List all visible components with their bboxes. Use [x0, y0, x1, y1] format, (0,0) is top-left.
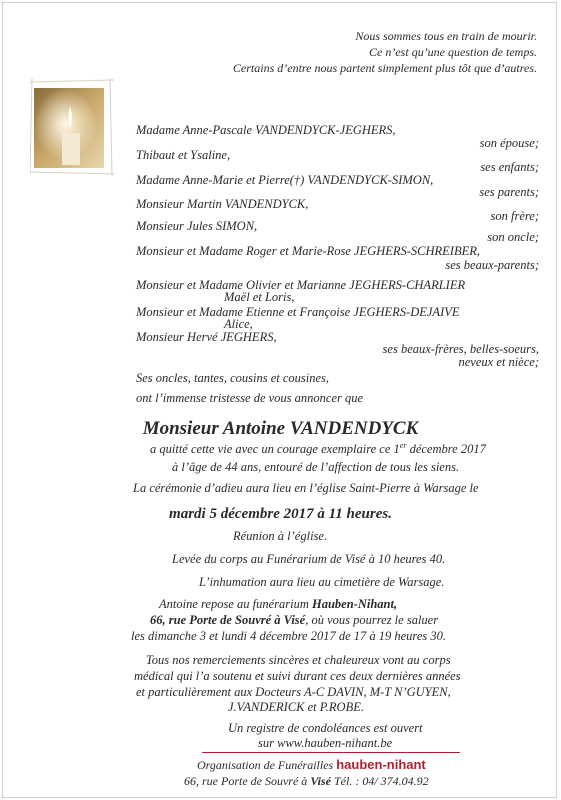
thanks-line: médical qui l’a soutenu et suivi durant ces deux dernières années — [134, 669, 461, 683]
passing-date: décembre 2017 — [406, 442, 486, 457]
family-relation: son épouse; — [479, 136, 539, 150]
footer-divider — [202, 752, 460, 753]
family-name: Monsieur Jules SIMON, — [136, 219, 258, 233]
ceremony-date: mardi 5 décembre 2017 à 11 heures. — [169, 506, 392, 522]
passing-line — [150, 441, 486, 457]
inhumation-line: L’inhumation aura lieu au cimetière de Warsage. — [199, 575, 445, 589]
footer-address-line — [184, 774, 429, 789]
funeral-home-name: Hauben-Nihant, — [312, 597, 398, 611]
quote-line: Certains d’entre nous partent simplement plus tôt que d’autres. — [232, 61, 537, 75]
family-name: Thibaut et Ysaline, — [136, 148, 231, 162]
register-url: sur www.hauben-nihant.be — [258, 736, 393, 750]
footer-org-line — [197, 757, 426, 773]
age-line: à l’âge de 44 ans, entouré de l’affection de tous les siens. — [172, 460, 460, 474]
footer-phone: Tél. : 04/ 374.04.92 — [330, 774, 429, 788]
announcement-intro: ont l’immense tristesse de vous annoncer que — [136, 391, 364, 405]
opening-quote — [233, 28, 537, 76]
family-extended: Ses oncles, tantes, cousins et cousines, — [136, 371, 330, 385]
repose-line — [159, 597, 397, 612]
family-relation: neveux et nièce; — [458, 355, 539, 369]
funeral-home-address: 66, rue Porte de Souvré à Visé — [150, 613, 306, 627]
family-children: Alice, — [224, 317, 253, 331]
family-name: Monsieur Martin VANDENDYCK, — [136, 197, 309, 211]
family-relation: ses enfants; — [480, 160, 539, 174]
ceremony-line: La cérémonie d’adieu aura lieu en l’église Saint-Pierre à Warsage le — [133, 481, 479, 495]
thanks-line: J.VANDERICK et P.ROBE. — [228, 700, 364, 714]
family-relation: son oncle; — [487, 230, 539, 244]
funeral-home-logo: hauben-nihant — [336, 757, 426, 772]
register-line: Un registre de condoléances est ouvert — [228, 721, 423, 735]
thanks-line: Tous nos remerciements sincères et chaleureux vont au corps — [146, 653, 451, 667]
family-name: Monsieur Hervé JEGHERS, — [136, 330, 277, 344]
levee-line: Levée du corps au Funérarium de Visé à 10 heures 40. — [172, 552, 446, 566]
reunion-line: Réunion à l’église. — [233, 529, 328, 543]
family-relation: ses beaux-parents; — [445, 258, 539, 272]
family-relation: ses beaux-frères, belles-soeurs, — [382, 342, 539, 356]
family-name: Madame Anne-Marie et Pierre(†) VANDENDYCK-SIMON, — [136, 173, 434, 187]
deceased-name: Monsieur Antoine VANDENDYCK — [142, 418, 419, 439]
address-text: , où vous pourrez le saluer — [305, 613, 439, 627]
footer-city: Visé — [310, 774, 331, 788]
family-name: Madame Anne-Pascale VANDENDYCK-JEGHERS, — [136, 123, 396, 137]
family-name: Monsieur et Madame Olivier et Marianne JEGHERS-CHARLIER — [136, 278, 466, 292]
footer-org-text: Organisation de Funérailles — [197, 758, 337, 772]
repose-text: Antoine repose au funérarium — [159, 597, 312, 611]
address-line — [150, 613, 438, 628]
family-name: Monsieur et Madame Etienne et Françoise JEGHERS-DEJAIVE — [136, 305, 460, 319]
quote-line: Ce n’est qu’une question de temps. — [369, 45, 537, 59]
footer-address: 66, rue Porte de Souvré à — [184, 774, 311, 788]
quote-line: Nous sommes tous en train de mourir. — [355, 29, 537, 43]
passing-sup: er — [399, 441, 407, 450]
family-name: Monsieur et Madame Roger et Marie-Rose JEGHERS-SCHREIBER, — [136, 244, 481, 258]
candle-photo — [30, 78, 114, 176]
passing-text: a quitté cette vie avec un courage exemplaire ce 1 — [150, 442, 400, 457]
thanks-line: et particulièrement aux Docteurs A-C DAVIN, M-T N’GUYEN, — [136, 685, 451, 699]
family-relation: son frère; — [490, 209, 539, 223]
family-children: Maël et Loris, — [224, 290, 295, 304]
family-relation: ses parents; — [479, 185, 539, 199]
visits-line: les dimanche 3 et lundi 4 décembre 2017 de 17 à 19 heures 30. — [131, 629, 446, 643]
